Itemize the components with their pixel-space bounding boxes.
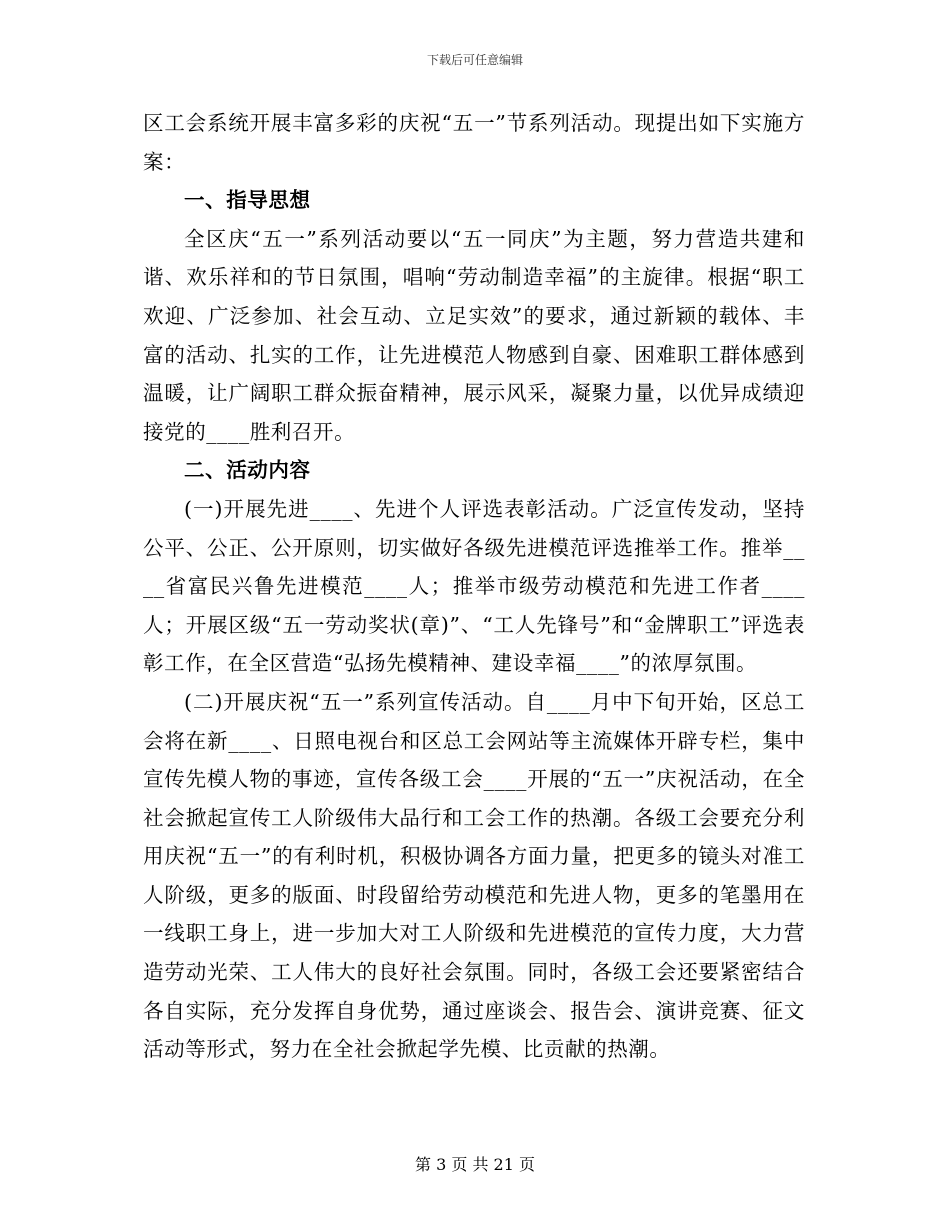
page-header: 下载后可任意编辑 <box>426 53 523 67</box>
document-body <box>143 104 805 1069</box>
section-heading-activity-content: 二、活动内容 <box>184 458 311 483</box>
intro-paragraph: 区工会系统开展丰富多彩的庆祝“五一”节系列活动。现提出如下实施方案： <box>143 111 805 174</box>
page-number: 第 3 页 共 21 页 <box>415 1155 535 1174</box>
activity-item-1-paragraph: (一)开展先进____、先进个人评选表彰活动。广泛宣传发动，坚持公平、公正、公开原则，切实做好各级先进模范评选推举工作。推举____省富民兴鲁先进模范____人；推举市级劳动模范和先进工作者____人；开展区级“五一劳动奖状(章)”、“工人先锋号”和“金牌职工”评选表彰工作，在全区营造“弘扬先模精神、建设幸福____”的浓厚氛围。 <box>143 496 805 676</box>
activity-item-2-paragraph: (二)开展庆祝“五一”系列宣传活动。自____月中下旬开始，区总工会将在新____、日照电视台和区总工会网站等主流媒体开辟专栏，集中宣传先模人物的事迹，宣传各级工会____开展的“五一”庆祝活动，在全社会掀起宣传工人阶级伟大品行和工会工作的热潮。各级工会要充分利用庆祝“五一”的有利时机，积极协调各方面力量，把更多的镜头对准工人阶级，更多的版面、时段留给劳动模范和先进人物，更多的笔墨用在一线职工身上，进一步加大对工人阶级和先进模范的宣传力度，大力营造劳动光荣、工人伟大的良好社会氛围。同时，各级工会还要紧密结合各自实际，充分发挥自身优势，通过座谈会、报告会、演讲竞赛、征文活动等形式，努力在全社会掀起学先模、比贡献的热潮。 <box>143 689 805 1062</box>
guiding-thought-paragraph: 全区庆“五一”系列活动要以“五一同庆”为主题，努力营造共建和谐、欢乐祥和的节日氛围，唱响“劳动制造幸福”的主旋律。根据“职工欢迎、广泛参加、社会互动、立足实效”的要求，通过新颖的载体、丰富的活动、扎实的工作，让先进模范人物感到自豪、困难职工群体感到温暖，让广阔职工群众振奋精神，展示风采，凝聚力量，以优异成绩迎接党的____胜利召开。 <box>143 226 805 444</box>
section-heading-guiding-thought: 一、指导思想 <box>184 188 311 213</box>
